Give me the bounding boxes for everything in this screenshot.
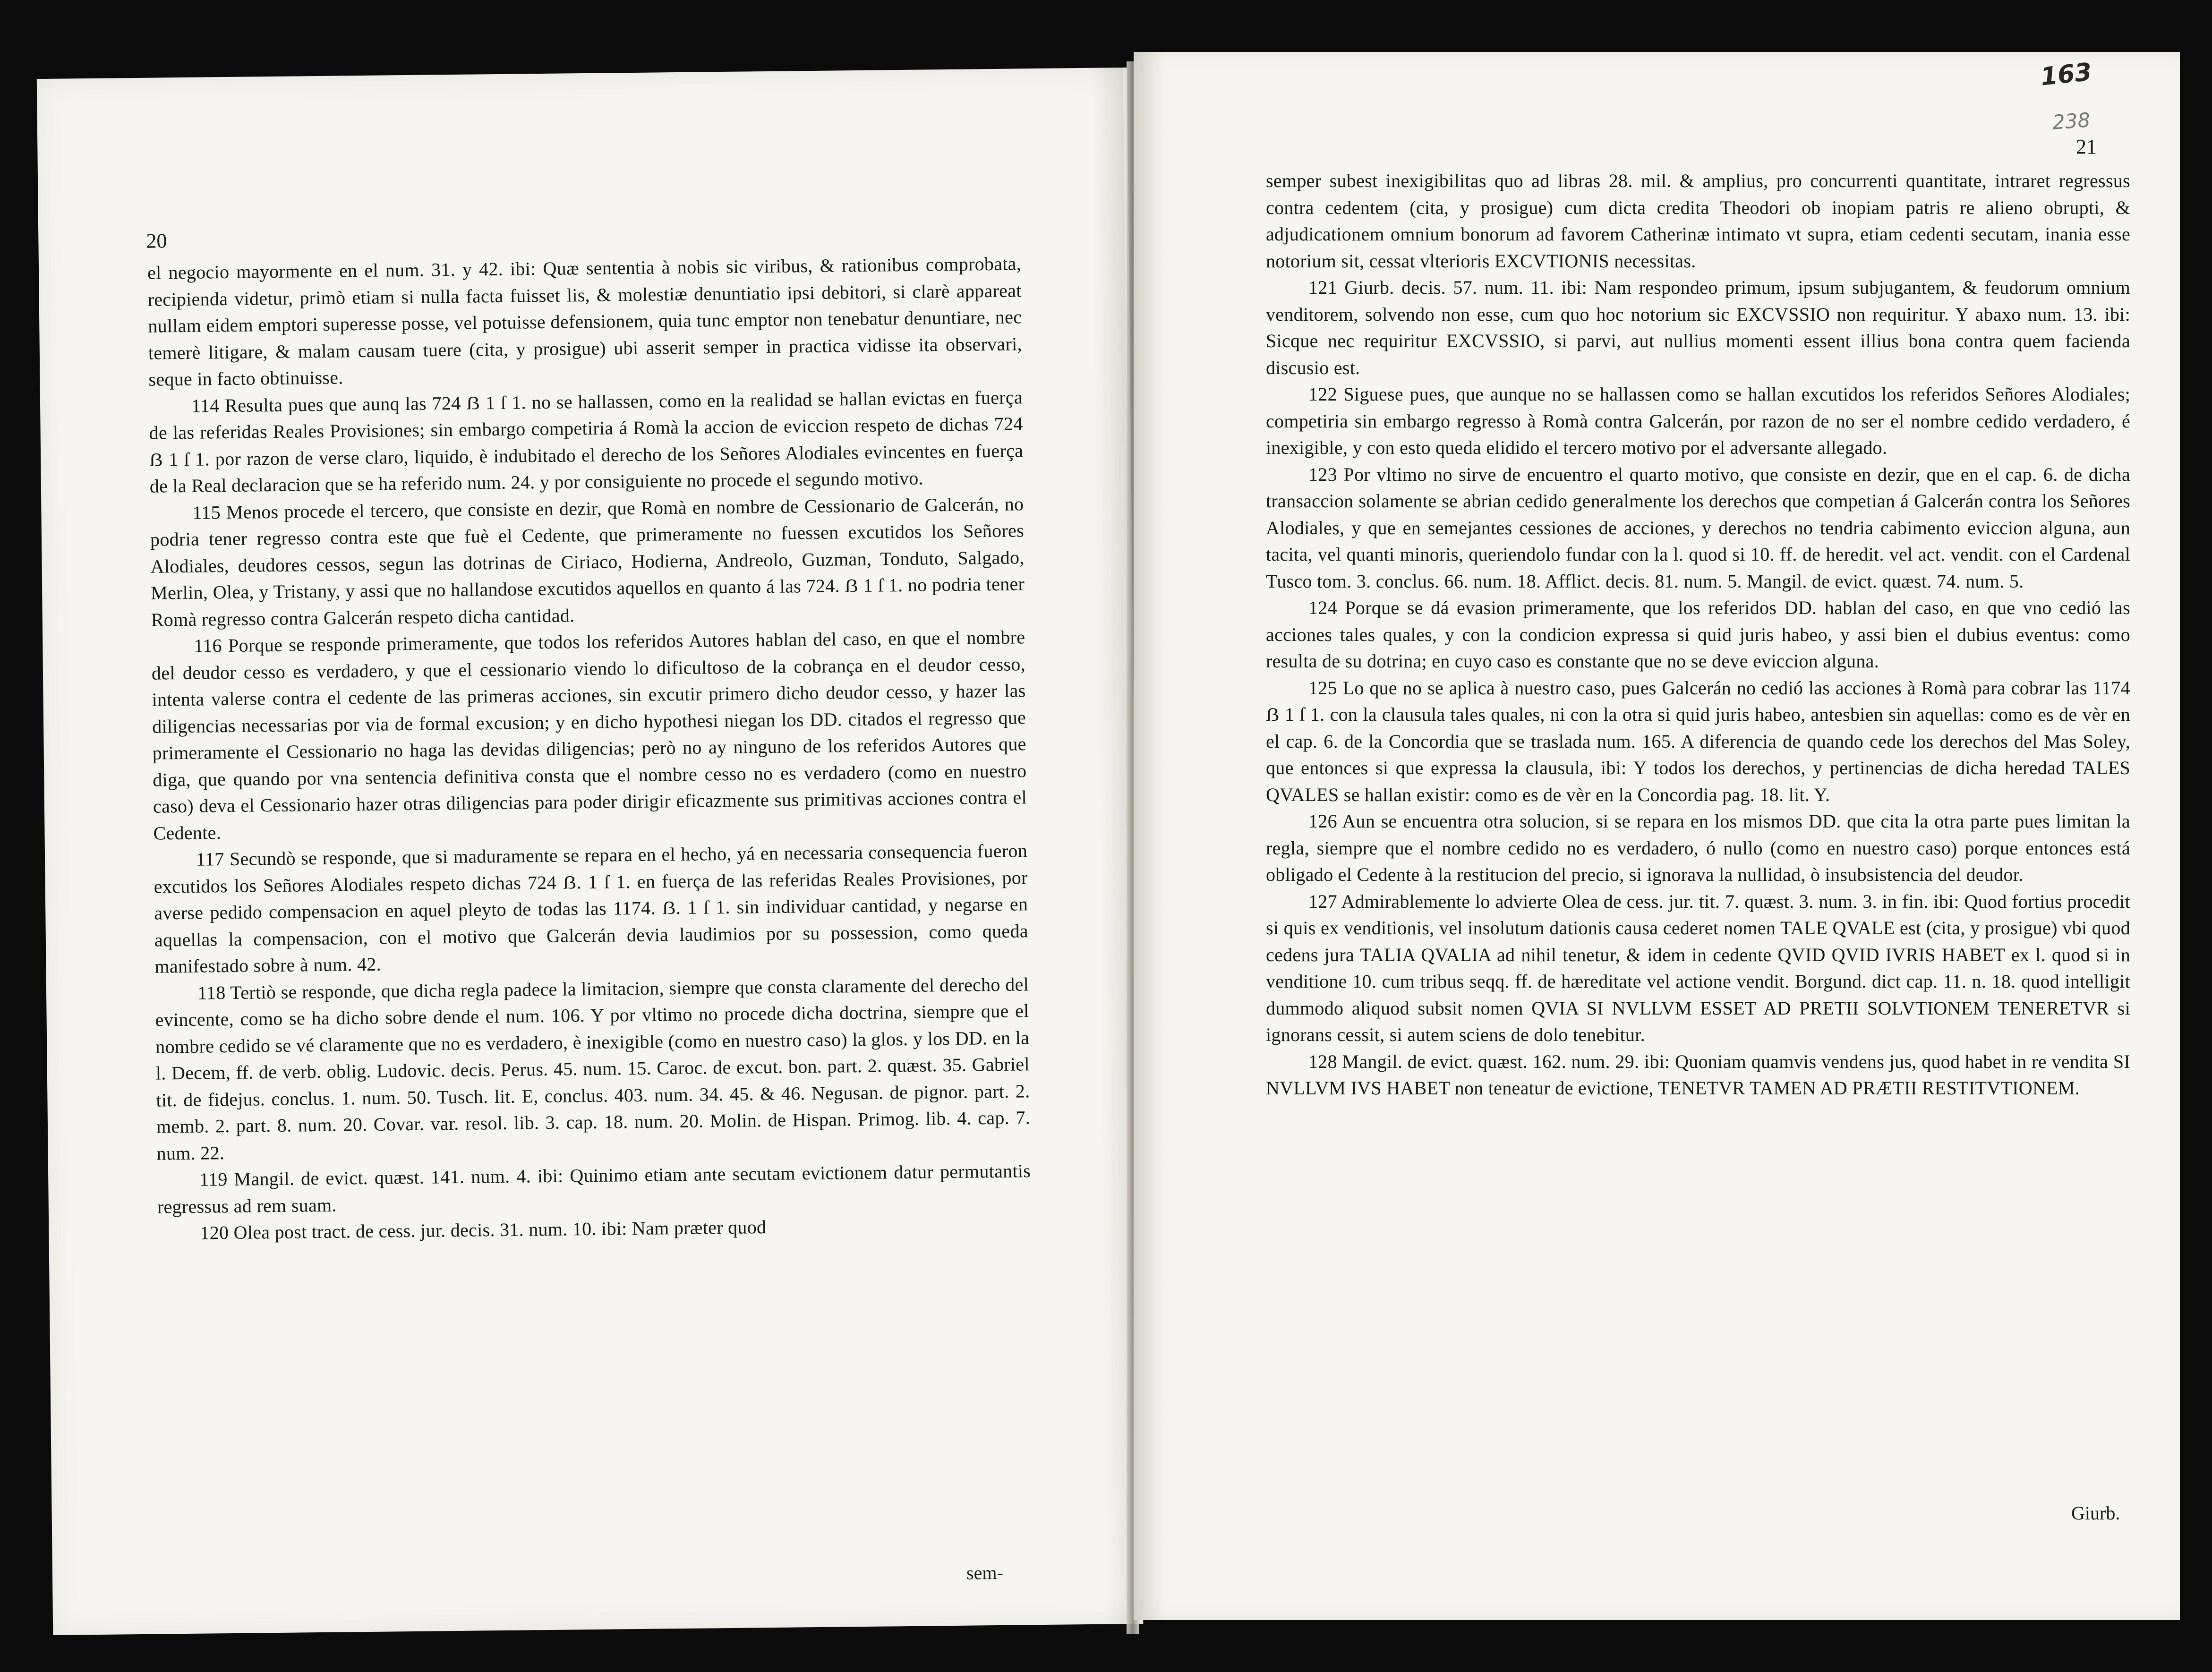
left-paragraph: 118 Tertiò se responde, que dicha regla padece la limitacion, siempre que consta claramente del derecho del evincente, como se ha dicho sobre dende el num. 106. Y por vltimo no procede dicha doctrina, siempre que el nombre cedido se vé claramente que no es verdadero, è inexigible (como en nuestro caso) la glos. y los DD. en la l. Decem, ff. de verb. oblig. Ludovic. decis. Perus. 45. num. 15. Caroc. de excut. bon. part. 2. quæst. 35. Gabriel tit. de fidejus. conclus. 1. num. 50. Tusch. lit. E, conclus. 403. num. 34. 45. & 46. Negusan. de pignor. part. 2. memb. 2. part. 8. num. 20. Covar. var. resol. lib. 3. cap. 18. num. 20. Molin. de Hispan. Primog. lib. 4. cap. 7. num. 22. [155,973,1031,1164]
right-page-number: 21 [2076,135,2097,158]
right-paragraph: 121 Giurb. decis. 57. num. 11. ibi: Nam respondeo primum, ipsum subjugantem, & feudorum omnium venditorem, solvendo non esse, cum quo hoc notorium sic EXCVSSIO non requiritur. Y abaxo num. 13. ibi: Sicque nec requiritur EXCVSSIO, si parvi, aut nullius momenti essent illius bona contra quem facienda discusio est. [1266,277,2130,378]
left-page-number: 20 [146,229,167,253]
right-page [1134,52,2180,1620]
right-paragraph: 125 Lo que no se aplica à nuestro caso, pues Galcerán no cedió las acciones à Romà para cobrar las 1174 ẞ 1 ſ 1. con la clausula tales quales, ni con la otra si quid juris habeo, antesbien sin aquellas: como es de vèr en el cap. 6. de la Concordia que se traslada num. 165. A diferencia de quando cede los derechos del Mas Soley, que entonces si que expressa la clausula, ibi: Y todos los derechos, y pertinencias de dicha heredad TALES QVALES se hallan existir: como es de vèr en la Concordia pag. 18. lit. Y. [1266,677,2130,805]
right-paragraph: 127 Admirablemente lo advierte Olea de cess. jur. tit. 7. quæst. 3. num. 3. in fin. ibi: Quod fortius procedit si quis ex venditionis, vel insolutum dationis causa cederet nomen TALE QVALE est (cita, y prosigue) vbi quod cedens jura TALIA QVALIA ad nihil tenetur, & idem in cedente QVID QVID IVRIS HABET ex l. quod si in venditione 10. cum tribus seqq. ff. de hæreditate vel actione vendit. Borgund. dict cap. 11. n. 18. quod intelligit dummodo aliquod subsit nomen QVIA SI NVLLVM ESSET AD PRETII SOLVTIONEM TENERETVR si ignorans cessit, si autem sciens de dolo tenebitur. [1266,890,2130,1045]
right-paragraph: 124 Porque se dá evasion primeramente, que los referidos DD. hablan del caso, en que vno cedió las acciones tales quales, y con la condicion expressa si quid juris habeo, y assi bien el dubius eventus: como resulta de su dotrina; en cuyo caso es constante que no se deve eviccion alguna. [1266,597,2130,672]
right-paragraph: 122 Siguese pues, que aunque no se hallassen como se hallan excutidos los referidos Señores Alodiales; competiria sin embargo regresso à Romà contra Galcerán, por razon de no ser el nombre cedido verdadero, é inexigible, y con esto queda elidido el tercero motivo por el adversante allegado. [1266,384,2130,458]
right-paragraph: semper subest inexigibilitas quo ad libras 28. mil. & amplius, pro concurrenti quantitate, intraret regressus contra cedentem (cita, y prosigue) cum dicta credita Theodori ob inopiam patris re alieno obrupti, & adjudicationem omnium bonorum ad favorem Catherinæ intimato vt supra, etiam cedenti secutam, inania esse notorium sit, cessat vlterioris EXCVTIONIS necessitas. [1266,170,2130,272]
left-paragraph: 120 Olea post tract. de cess. jur. decis. 31. num. 10. ibi: Nam præter quod [200,1216,767,1244]
left-paragraph: 116 Porque se responde primeramente, que todos los referidos Autores hablan del caso, en que el nombre del deudor cesso es verdadero, y que el cessionario viendo lo dificultoso de la cobrança en el deudor cesso, intenta valerse contra el cedente de las primeras acciones, sin excutir primero dicho deudor cesso, y hazer las diligencias necessarias por via de formal excusion; y en dicho hypothesi niegan los DD. citados el regresso que primeramente el Cessionario no haga las devidas diligencias; però no ay ninguno de los referidos Autores que diga, que quando por vna sentencia definitiva consta que el nombre cesso no es verdadero (como en nuestro caso) deva el Cessionario hazer otras diligencias para poder dirigir eficazmente sus primitivas acciones contra el Cedente. [151,626,1027,844]
handwritten-folio-number: 163 [2039,58,2093,92]
left-paragraph: 119 Mangil. de evict. quæst. 141. num. 4. ibi: Quinimo etiam ante secutam evictionem datur permutantis regressus ad rem suam. [157,1160,1031,1218]
left-page [37,68,1143,1635]
left-page-body [147,250,1032,1247]
pencil-folio-number: 238 [2051,108,2091,134]
left-paragraph: 117 Secundò se responde, que si maduramente se repara en el hecho, yá en necessaria consequencia fueron excutidos los Señores Alodiales respeto dichas 724 ẞ. 1 ſ 1. en fuerça de las referidas Reales Provisiones, por averse pedido compensacion en aquel pleyto de todas las 1174. ẞ. 1 ſ 1. sin individuar cantidad, y negarse en aquellas la compensacion, con el motivo que Galcerán devia laudimios por su possession, como queda manifestado sobre à num. 42. [154,840,1029,977]
left-paragraph: 115 Menos procede el tercero, que consiste en dezir, que Romà en nombre de Cessionario de Galcerán, no podria tener regresso contra este que fuè el Cedente, que primeramente no fuessen excutidos los Señores Alodiales, deudores cessos, segun las dotrinas de Ciriaco, Hodierna, Andreolo, Guzman, Tonduto, Salgado, Merlin, Olea, y Tristany, y assi que no hallandose excutidos aquellos en quanto á las 724. ẞ 1 ſ 1. no podria tener Romà regresso contra Galcerán respeto dicha cantidad. [150,493,1025,631]
left-paragraph: el negocio mayormente en el num. 31. y 42. ibi: Quæ sententia à nobis sic viribus, & rationibus comprobata, recipienda videtur, primò etiam si nulla facta fuisset lis, & molestiæ denuntiatio ipsi debitori, si clarè appareat nullam eidem emptori superesse posse, vel potuisse defensionem, quia tunc emptor non tenebatur denuntiare, nec temerè litigare, & malam causam tuere (cita, y prosigue) ubi asserit semper in practica vidisse ita observari, seque in facto obtinuisse. [147,253,1023,390]
right-page-body [1266,168,2130,1102]
right-catchword: Giurb. [2071,1502,2120,1524]
left-catchword: sem- [966,1561,1004,1584]
right-paragraph: 128 Mangil. de evict. quæst. 162. num. 29. ibi: Quoniam quamvis vendens jus, quod habet in re vendita SI NVLLVM IVS HABET non teneatur de evictione, TENETVR TAMEN AD PRÆTII RESTITVTIONEM. [1266,1050,2130,1099]
right-page-fold-shadow [1134,52,1167,1620]
right-paragraph: 126 Aun se encuentra otra solucion, si se repara en los mismos DD. que cita la otra parte pues limitan la regla, siempre que el nombre cedido no es verdadero, ó nullo (como en nuestro caso) porque entonces está obligado el Cedente à la restitucion del precio, si ignorava la nullidad, ò insubsistencia del deudor. [1266,810,2130,885]
left-paragraph: 114 Resulta pues que aunq las 724 ẞ 1 ſ 1. no se hallassen, como en la realidad se hallan evictas en fuerça de las referidas Reales Provisiones; sin embargo competiria á Romà la accion de eviccion respeto de dichas 724 ẞ 1 ſ 1. por razon de verse claro, liquido, è indubitado el derecho de los Señores Alodiales evincentes en fuerça de la Real declaracion que se ha referido num. 24. y por consiguiente no procede el segundo motivo. [149,386,1024,497]
right-paragraph: 123 Por vltimo no sirve de encuentro el quarto motivo, que consiste en dezir, que en el cap. 6. de dicha transaccion solamente se abrian cedido generalmente los derechos que competian á Galcerán contra los Señores Alodiales, y que en semejantes cessiones de acciones, y derechos no tendria cabimento eviccion alguna, aun tacita, vel quanti minoris, queriendolo fundar con la l. quod si 10. ff. de heredit. vel act. vendit. con el Cardenal Tusco tom. 3. conclus. 66. num. 18. Afflict. decis. 81. num. 5. Mangil. de evict. quæst. 74. num. 5. [1266,463,2130,592]
